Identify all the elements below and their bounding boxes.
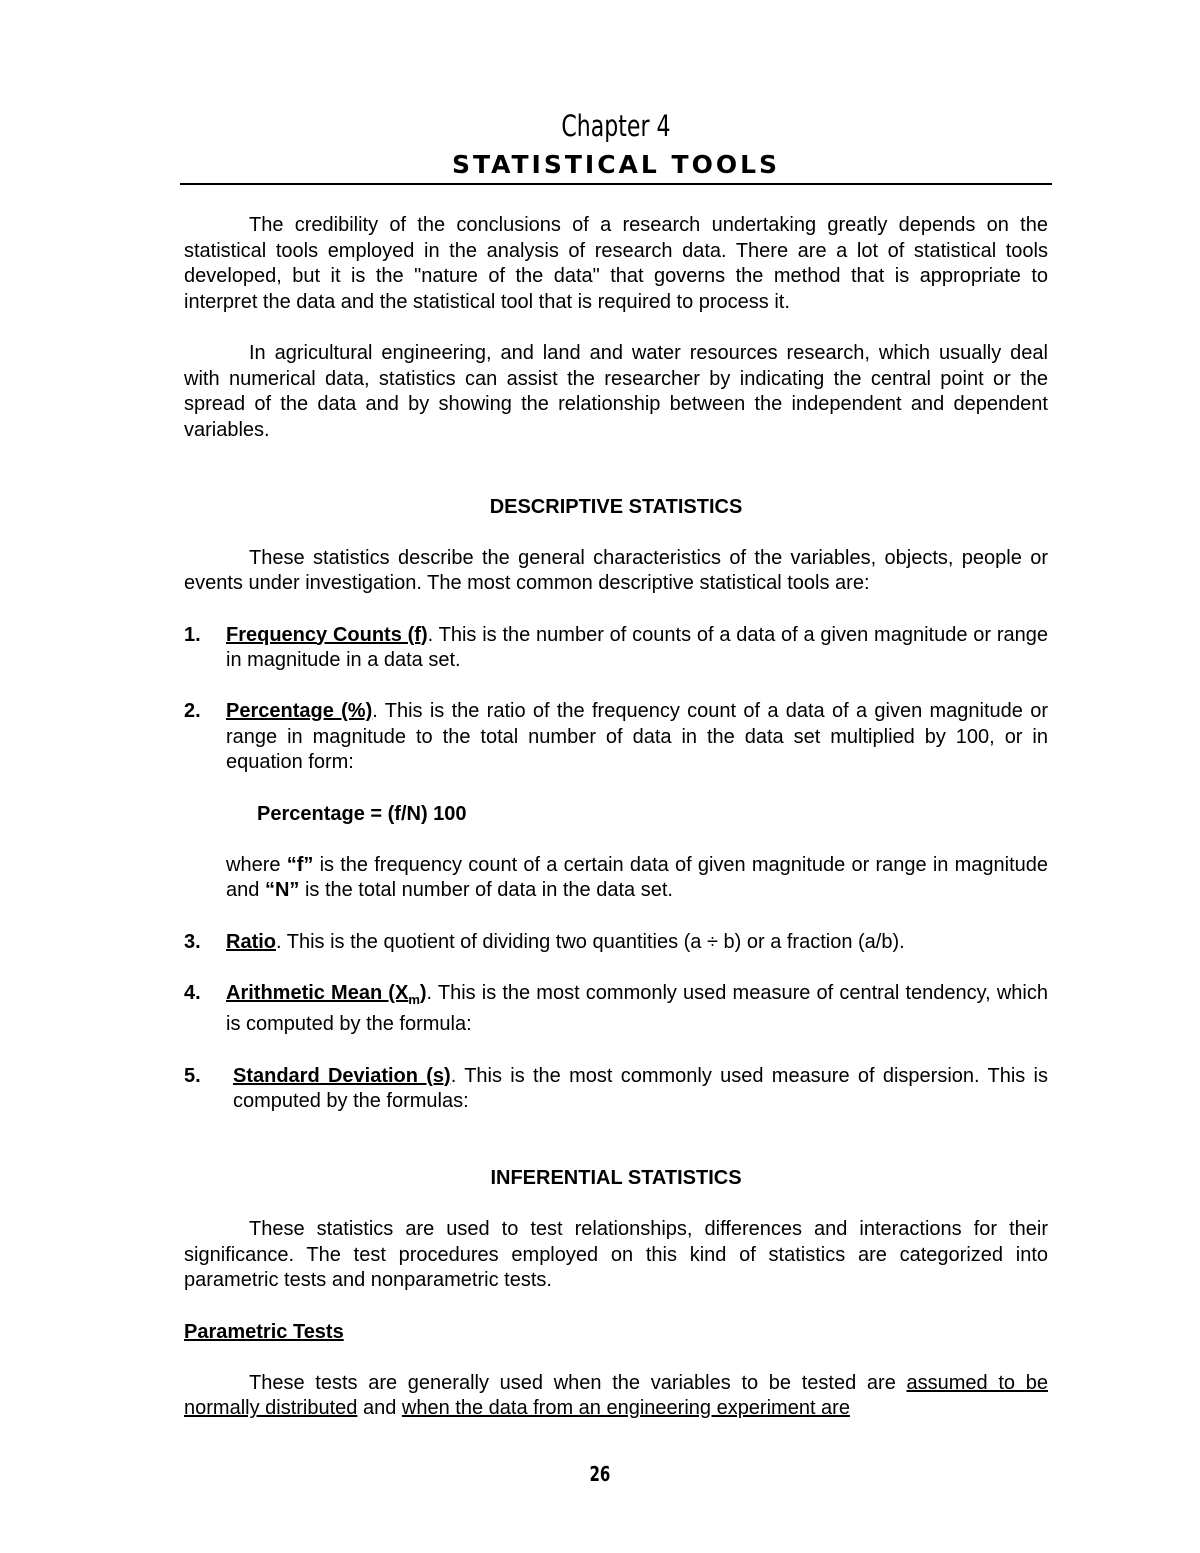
- page-number-text: 26: [589, 1462, 611, 1486]
- symbol-f: “f”: [286, 853, 314, 876]
- list-number: 5.: [184, 1064, 201, 1087]
- parametric-tests-heading: Parametric Tests: [184, 1320, 344, 1343]
- list-number: 4.: [184, 981, 201, 1004]
- intro-paragraph-2: In agricultural engineering, and land and water resources research, which usually deal with numerical data, statistics can assist the researcher by indicating the central point or the spread of the data and by showing the relationship between the independent and dependent variables.: [184, 341, 1048, 441]
- where-text: is the total number of data in the data set.: [299, 879, 673, 902]
- list-item-standard-deviation: [184, 1064, 1048, 1115]
- term-frequency-counts: Frequency Counts (f): [226, 623, 428, 646]
- term-end: ): [419, 981, 427, 1004]
- list-item-ratio: [184, 930, 1048, 956]
- inferential-intro: These statistics are used to test relationships, differences and interactions for their significance. The test procedures employed on this kind of statistics are categorized into parametric tests and nonparametric tests.: [184, 1218, 1048, 1292]
- descriptive-intro: These statistics describe the general characteristics of the variables, objects, people or events under investigation. The most common descriptive statistical tools are:: [184, 546, 1048, 595]
- list-text: . This is the ratio of the frequency count of a data of a given magnitude or range in magnitude to the total number of data in the data set multiplied by 100, or in equation form:: [226, 700, 1048, 774]
- list-number: 1.: [184, 623, 201, 646]
- paragraph-text: and: [357, 1397, 402, 1420]
- list-number: 2.: [184, 700, 201, 723]
- paragraph-text: These tests are generally used when the variables to be tested are: [249, 1371, 907, 1394]
- chapter-header: [180, 104, 1052, 182]
- chapter-number: Chapter 4: [561, 109, 671, 143]
- page-number: [0, 1462, 1200, 1486]
- term-subscript: m: [408, 991, 420, 1007]
- formula-explanation: [184, 853, 1048, 904]
- underlined-text: when the data from an engineering experiment are: [401, 1397, 850, 1420]
- list-item-percentage: [184, 699, 1048, 776]
- term-ratio: Ratio: [226, 930, 276, 953]
- term-standard-deviation: Standard Deviation (s): [233, 1064, 451, 1087]
- term-main: Arithmetic Mean (X: [226, 981, 409, 1004]
- symbol-n: “N”: [264, 879, 300, 902]
- inferential-heading: INFERENTIAL STATISTICS: [490, 1166, 742, 1189]
- intro-paragraph-1: The credibility of the conclusions of a research undertaking greatly depends on the statistical tools employed in the analysis of research data. There are a lot of statistical tools developed, but it is the "nature of the data" that governs the method that is appropriate to interpret the data and the statistical tool that is required to process it.: [184, 214, 1048, 313]
- term-arithmetic-mean: [226, 981, 427, 1007]
- descriptive-heading: DESCRIPTIVE STATISTICS: [489, 495, 743, 518]
- list-text: . This is the number of counts of a data of a given magnitude or range in magnitude in a data set.: [226, 623, 1048, 672]
- underlined-text: assumed to be normally distributed: [184, 1371, 1048, 1420]
- parametric-paragraph: [184, 1371, 1048, 1422]
- list-number: 3.: [184, 930, 201, 953]
- list-text: . This is the quotient of dividing two quantities (a ÷ b) or a fraction (a/b).: [276, 930, 905, 953]
- body-text: [184, 213, 1048, 1422]
- list-item-frequency: [184, 623, 1048, 674]
- header-rule: [180, 183, 1052, 185]
- percentage-formula: Percentage = (f/N) 100: [257, 802, 467, 825]
- list-item-arithmetic-mean: [184, 981, 1048, 1038]
- term-percentage: Percentage (%): [226, 700, 373, 723]
- where-text: where: [226, 853, 287, 876]
- list-text: . This is the most commonly used measure of central tendency, which is computed by the formula:: [226, 981, 1048, 1036]
- where-text: is the frequency count of a certain data of given magnitude or range in magnitude and: [226, 853, 1049, 902]
- chapter-title: STATISTICAL TOOLS: [451, 150, 781, 179]
- list-text: . This is the most commonly used measure of dispersion. This is computed by the formulas:: [233, 1064, 1048, 1113]
